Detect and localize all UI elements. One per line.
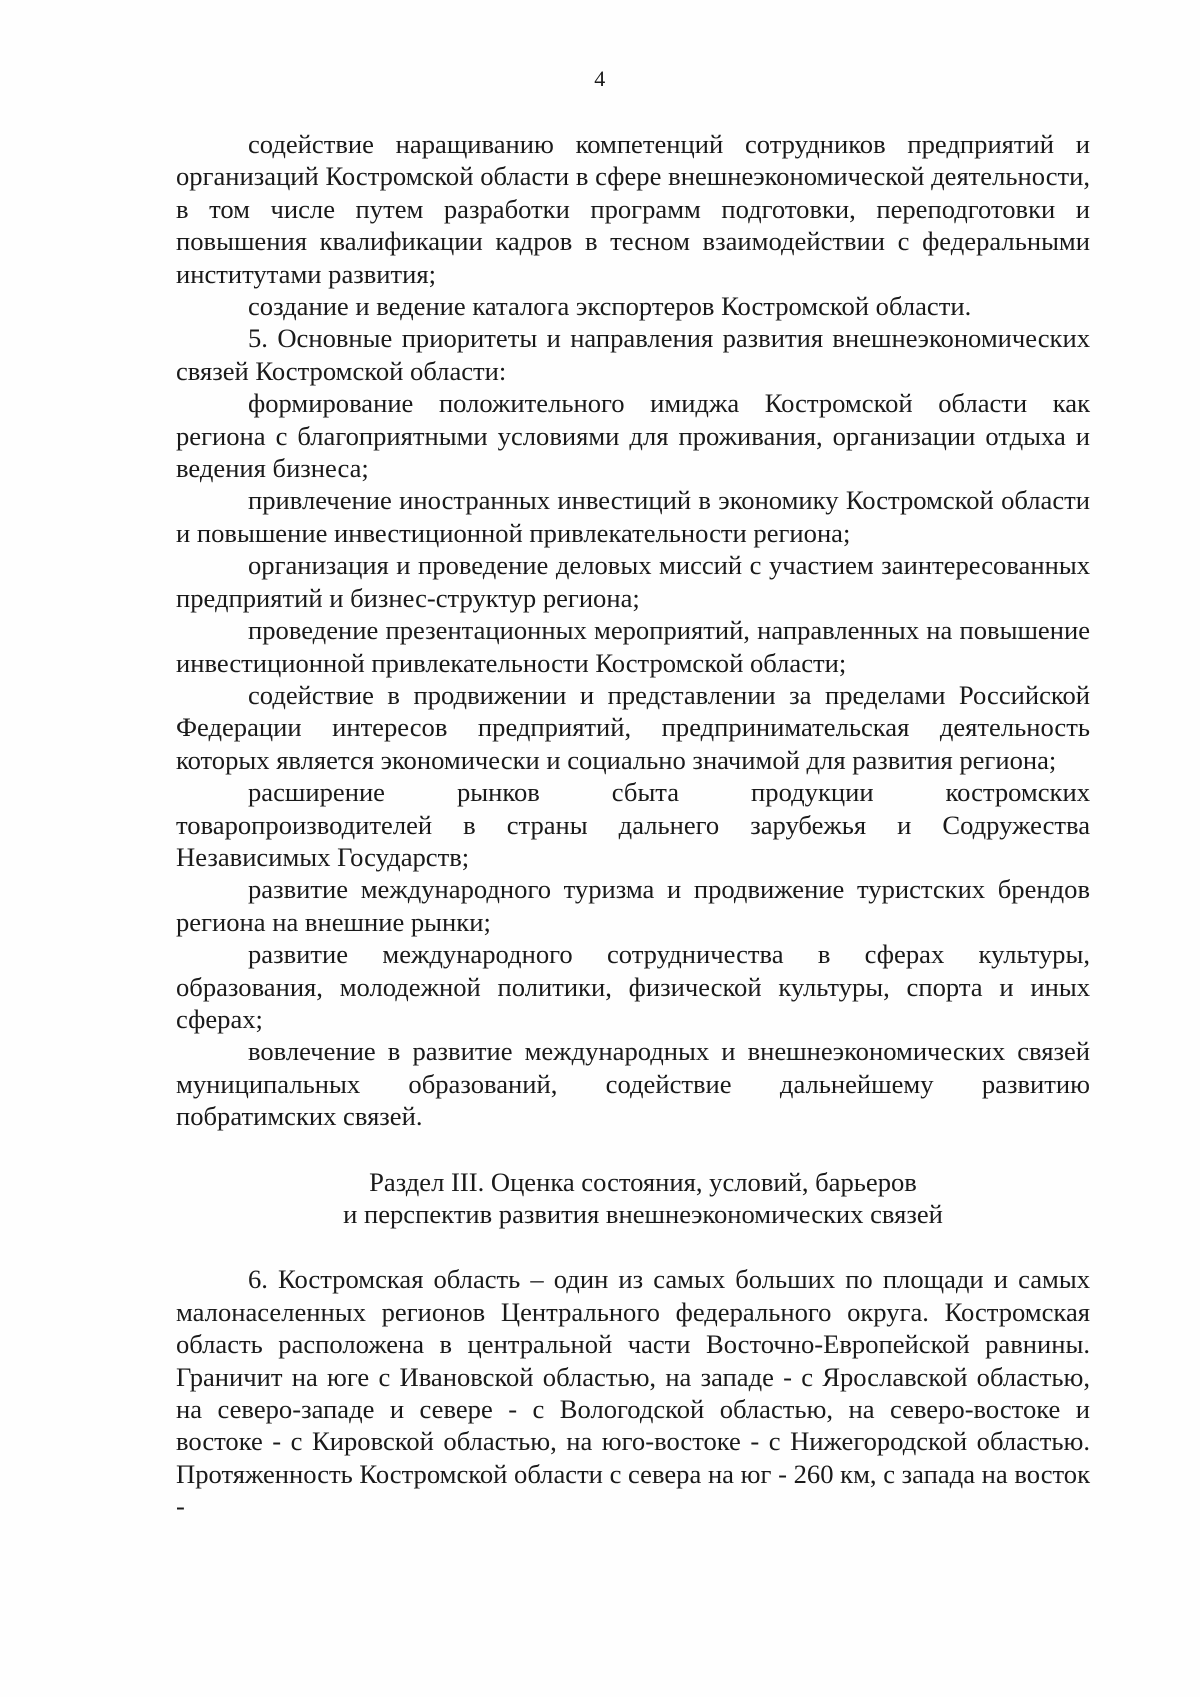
paragraph-investments: привлечение иностранных инвестиций в экономику Костромской области и повышение инвестиционной привлекательности региона; bbox=[176, 485, 1090, 548]
paragraph-priorities-intro: 5. Основные приоритеты и направления развития внешнеэкономических связей Костромской области: bbox=[176, 323, 1090, 386]
paragraph-exporters-catalog: создание и ведение каталога экспортеров Костромской области. bbox=[248, 291, 972, 322]
paragraph-competencies: содействие наращиванию компетенций сотрудников предприятий и организаций Костромской области в сфере внешнеэкономической деятельности, в том числе путем разработки программ подготовки, переподготовки и повышения квалификации кадров в тесном взаимодействии с федеральными институтами развития; bbox=[176, 129, 1090, 289]
paragraph-promotion: содействие в продвижении и представлении за пределами Российской Федерации интересов предприятий, предпринимательская деятельность которых является экономически и социально значимой для развития региона; bbox=[176, 679, 1090, 775]
section-heading-line-2: и перспектив развития внешнеэкономических связей bbox=[343, 1199, 943, 1229]
paragraph-tourism: развитие международного туризма и продвижение туристских брендов региона на внешние рынки; bbox=[176, 874, 1090, 937]
paragraph-business-missions: организация и проведение деловых миссий с участием заинтересованных предприятий и бизнес-структур региона; bbox=[176, 550, 1090, 613]
document-body bbox=[176, 128, 1090, 1523]
paragraph-image: формирование положительного имиджа Костромской области как региона с благоприятными условиями для проживания, организации отдыха и ведения бизнеса; bbox=[176, 388, 1090, 484]
section-heading-line-1: Раздел III. Оценка состояния, условий, барьеров bbox=[369, 1166, 917, 1197]
paragraph-cooperation: развитие международного сотрудничества в сферах культуры, образования, молодежной политики, физической культуры, спорта и иных сферах; bbox=[176, 939, 1090, 1034]
paragraph-municipal: вовлечение в развитие международных и внешнеэкономических связей муниципальных образований, содействие дальнейшему развитию побратимских связей. bbox=[176, 1036, 1090, 1132]
page-number: 4 bbox=[594, 66, 606, 91]
paragraph-presentations: проведение презентационных мероприятий, направленных на повышение инвестиционной привлекательности Костромской области; bbox=[176, 615, 1090, 678]
paragraph-region-overview: 6. Костромская область – один из самых больших по площади и самых малонаселенных регионов Центрального федерального округа. Костромская область расположена в центральной части Восточно-Европейской равнины. Граничит на юге с Ивановской областью, на западе - с Ярославской областью, на северо-западе и севере - с Вологодской областью, на северо-востоке и востоке - с Кировской областью, на юго-востоке - с Нижегородской областью. Протяженность Костромской области с севера на юг - 260 км, с запада на восток - bbox=[176, 1264, 1090, 1522]
paragraph-markets: расширение рынков сбыта продукции костромских товаропроизводителей в страны дальнего зарубежья и Содружества Независимых Государств; bbox=[176, 777, 1090, 872]
